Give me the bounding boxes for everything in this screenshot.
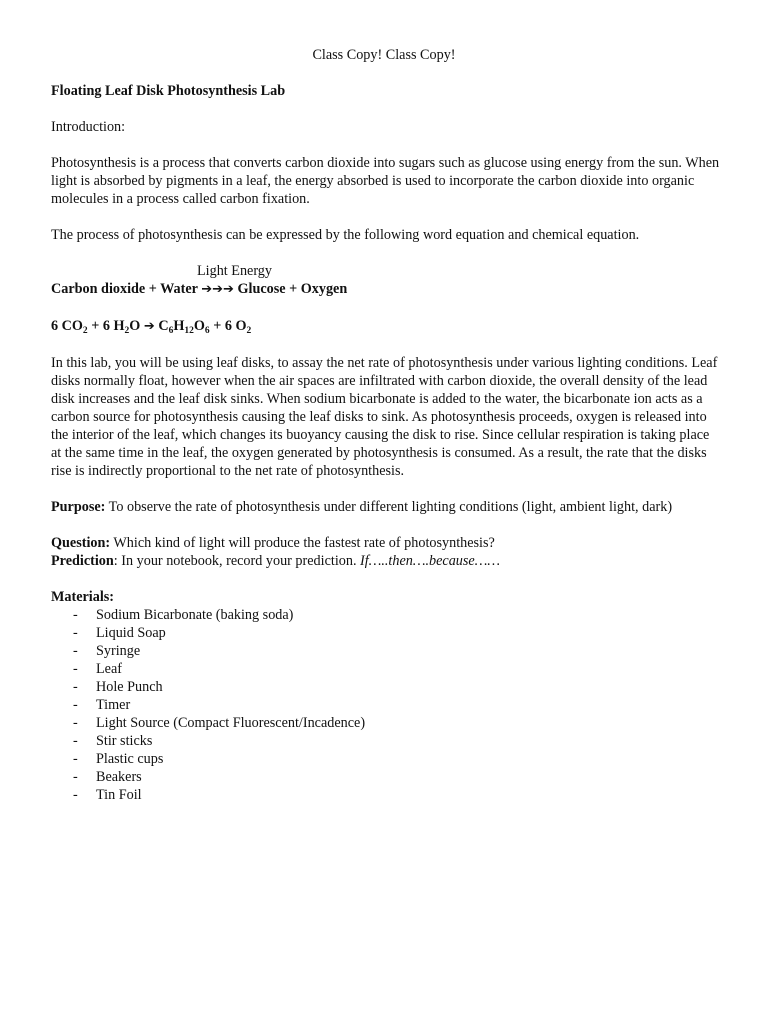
light-energy-label: Light Energy: [197, 263, 272, 279]
list-item: [51, 696, 723, 714]
prediction-text: : In your notebook, record your prediction.: [113, 553, 361, 569]
list-dash: -: [73, 643, 78, 659]
purpose-label: Purpose:: [51, 499, 106, 515]
list-dash: -: [73, 661, 78, 677]
h2o-subscript: 2: [124, 326, 130, 336]
introduction-paragraph: Photosynthesis is a process that converts carbon dioxide into sugars such as glucose using energy from the sun. When light is absorbed by pigments in a leaf, the energy absorbed is used to incorporate the carbon dioxide into organic molecules in a process called carbon fixation.: [51, 155, 720, 207]
materials-heading: Materials:: [51, 589, 115, 605]
glucose-oxygen-subscript: 6: [204, 326, 210, 336]
prediction-template: If…..then….because……: [360, 553, 500, 569]
material-label: Hole Punch: [96, 679, 163, 695]
purpose-text: To observe the rate of photosynthesis under different lighting conditions (light, ambient light, dark): [105, 499, 673, 515]
list-item: [51, 678, 723, 696]
chemical-equation: [51, 317, 723, 336]
material-label: Liquid Soap: [96, 625, 166, 641]
lab-title: Floating Leaf Disk Photosynthesis Lab: [51, 83, 286, 99]
o2-subscript: 2: [246, 326, 252, 336]
h2o-term: + 6 H: [87, 318, 125, 334]
document-page: [51, 46, 723, 804]
question-text: Which kind of light will produce the fastest rate of photosynthesis?: [110, 535, 495, 551]
triple-arrow-icon: ➔➔➔: [201, 282, 234, 297]
prediction-line: [51, 552, 723, 570]
glucose-carbon-subscript: 6: [168, 326, 174, 336]
glucose-carbon: C: [158, 318, 169, 334]
material-label: Leaf: [96, 661, 122, 677]
material-label: Syringe: [96, 643, 141, 659]
material-label: Tin Foil: [96, 787, 142, 803]
introduction-heading: Introduction:: [51, 119, 126, 135]
purpose-line: [51, 498, 723, 516]
co2-term: 6 CO: [51, 318, 83, 334]
list-dash: -: [73, 679, 78, 695]
list-item: [51, 714, 723, 732]
glucose-hydrogen: H: [173, 318, 185, 334]
word-equation-left: Carbon dioxide + Water: [51, 281, 198, 297]
list-item: [51, 642, 723, 660]
list-dash: -: [73, 751, 78, 767]
list-dash: -: [73, 787, 78, 803]
list-item: [51, 768, 723, 786]
materials-list: [51, 606, 723, 804]
prediction-label: Prediction: [51, 553, 114, 569]
glucose-hydrogen-subscript: 12: [184, 326, 194, 336]
list-item: [51, 732, 723, 750]
co2-subscript: 2: [82, 326, 88, 336]
list-dash: -: [73, 607, 78, 623]
question-line: [51, 534, 723, 552]
list-item: [51, 606, 723, 624]
list-dash: -: [73, 625, 78, 641]
question-label: Question:: [51, 535, 111, 551]
material-label: Light Source (Compact Fluorescent/Incadence): [96, 715, 366, 731]
material-label: Beakers: [96, 769, 142, 785]
list-item: [51, 660, 723, 678]
material-label: Stir sticks: [96, 733, 153, 749]
list-dash: -: [73, 733, 78, 749]
list-dash: -: [73, 697, 78, 713]
glucose-oxygen: O: [193, 318, 205, 334]
h2o-oxygen: O: [129, 318, 141, 334]
list-dash: -: [73, 715, 78, 731]
material-label: Sodium Bicarbonate (baking soda): [96, 607, 294, 623]
o2-term: + 6 O: [209, 318, 247, 334]
word-equation-right: Glucose + Oxygen: [237, 281, 348, 297]
material-label: Timer: [96, 697, 131, 713]
equation-intro-paragraph: The process of photosynthesis can be expressed by the following word equation and chemical equation.: [51, 227, 640, 243]
list-item: [51, 624, 723, 642]
list-item: [51, 750, 723, 768]
class-copy-header: Class Copy! Class Copy!: [312, 47, 456, 63]
reaction-arrow-icon: ➔: [143, 319, 155, 334]
lab-description-paragraph: In this lab, you will be using leaf disks, to assay the net rate of photosynthesis under various lighting conditions. Leaf disks normally float, however when the air spaces are infiltrated with carbon dioxide, the overall density of the lead disk increases and the leaf disk sinks. When sodium bicarbonate is added to the water, the bicarbonate ion acts as a carbon source for photosynthesis causing the leaf disks to sink. As photosynthesis proceeds, oxygen is released into the interior of the leaf, which changes its buoyancy causing the disk to rise. Since cellular respiration is taking place at the same time in the leaf, the oxygen generated by photosynthesis is consumed. As a result, the rate that the disks rise is indirectly proportional to the net rate of photosynthesis.: [51, 355, 718, 479]
list-item: [51, 786, 723, 804]
word-equation: [51, 280, 723, 299]
list-dash: -: [73, 769, 78, 785]
material-label: Plastic cups: [96, 751, 164, 767]
